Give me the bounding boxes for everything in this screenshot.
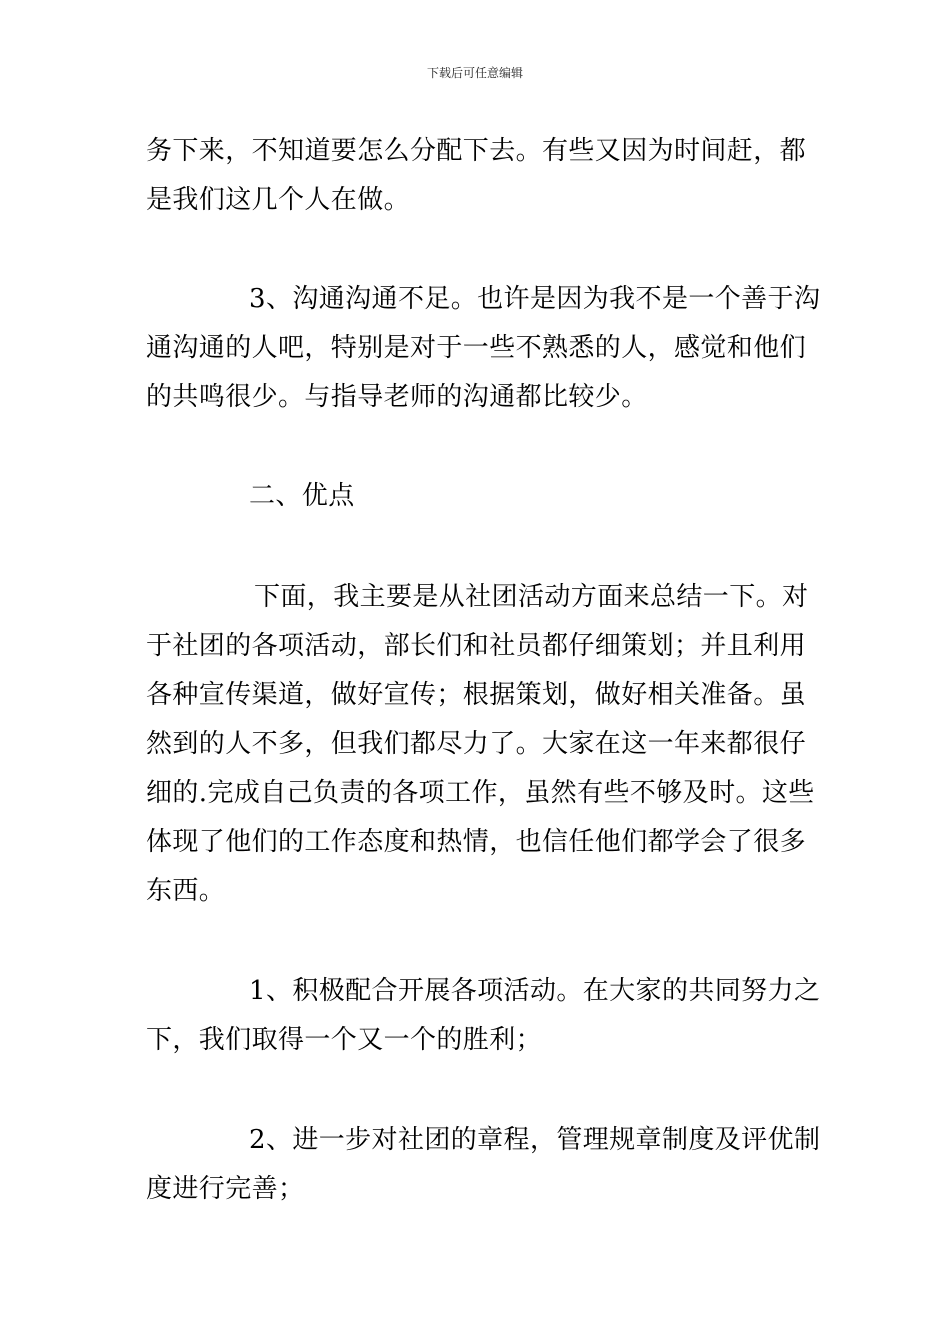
heading-text: 二、优点 bbox=[249, 481, 355, 511]
text-line: 1、积极配合开展各项活动。在大家的共同努力之 bbox=[249, 976, 821, 1006]
text-line: 3、沟通沟通不足。也许是因为我不是一个善于沟 bbox=[249, 284, 821, 314]
paragraph-point-2 bbox=[146, 1116, 821, 1214]
text-line: 度进行完善； bbox=[146, 1174, 305, 1204]
text-line: 细的.完成自己负责的各项工作，虽然有些不够及时。这些 bbox=[146, 778, 815, 808]
text-line: 然到的人不多，但我们都尽力了。大家在这一年来都很仔 bbox=[146, 729, 807, 759]
text-line: 下面，我主要是从社团活动方面来总结一下。对 bbox=[254, 582, 809, 612]
text-line: 各种宣传渠道，做好宣传；根据策划，做好相关准备。虽 bbox=[146, 680, 807, 710]
paragraph-summary bbox=[146, 573, 815, 916]
page-header: 下载后可任意编辑 bbox=[426, 66, 523, 80]
paragraph-communication bbox=[146, 275, 821, 422]
text-line: 体现了他们的工作态度和热情，也信任他们都学会了很多 bbox=[146, 827, 807, 857]
text-line: 于社团的各项活动，部长们和社员都仔细策划；并且利用 bbox=[146, 631, 807, 661]
text-line: 东西。 bbox=[146, 876, 226, 906]
text-line: 的共鸣很少。与指导老师的沟通都比较少。 bbox=[146, 382, 648, 412]
paragraph-task-allocation bbox=[146, 127, 808, 225]
text-line: 务下来，不知道要怎么分配下去。有些又因为时间赶，都 bbox=[146, 136, 807, 166]
text-line: 下，我们取得一个又一个的胜利； bbox=[146, 1025, 543, 1055]
paragraph-point-1 bbox=[146, 967, 821, 1065]
text-line: 通沟通的人吧，特别是对于一些不熟悉的人，感觉和他们 bbox=[146, 333, 807, 363]
text-line: 2、进一步对社团的章程，管理规章制度及评优制 bbox=[249, 1125, 821, 1155]
section-heading-strengths bbox=[146, 472, 808, 521]
text-line: 是我们这几个人在做。 bbox=[146, 185, 411, 215]
